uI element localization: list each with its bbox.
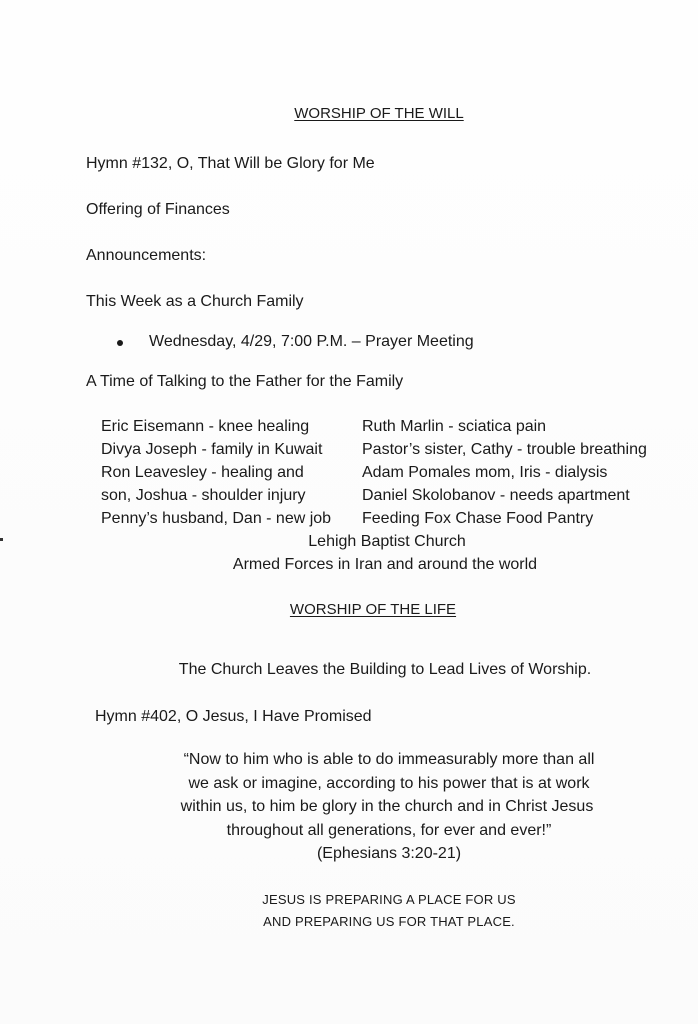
prayer-left-item: Penny’s husband, Dan - new job: [101, 510, 332, 527]
quote-line: within us, to him be glory in the church and in Christ Jesus: [180, 798, 594, 815]
scan-mark: [0, 538, 3, 541]
prayer-right-item: Ruth Marlin - sciatica pain: [362, 418, 547, 435]
announcements-label: Announcements:: [86, 247, 207, 264]
prayer-left-item: Ron Leavesley - healing and: [101, 464, 304, 481]
prayer-right-item: Feeding Fox Chase Food Pantry: [362, 510, 594, 527]
prayer-left-item: Eric Eisemann - knee healing: [101, 418, 310, 435]
scripture-reference: (Ephesians 3:20-21): [316, 845, 462, 862]
quote-line: “Now to him who is able to do immeasurably more than all: [183, 751, 595, 768]
prayer-right-item: Pastor’s sister, Cathy - trouble breathing: [362, 441, 647, 458]
week-title: This Week as a Church Family: [86, 293, 304, 310]
worship-will-heading: WORSHIP OF THE WILL: [294, 105, 464, 122]
prayer-center-item: Armed Forces in Iran and around the world: [232, 556, 538, 573]
quote-line: throughout all generations, for ever and ever!”: [226, 821, 552, 839]
worship-life-heading: WORSHIP OF THE LIFE: [289, 601, 457, 618]
hymn-402: Hymn #402, O Jesus, I Have Promised: [95, 708, 372, 725]
prayer-title: A Time of Talking to the Father for the Family: [86, 373, 404, 390]
hymn-132: Hymn #132, O, That Will be Glory for Me: [86, 155, 375, 172]
prayer-left-item: Divya Joseph - family in Kuwait: [101, 441, 323, 458]
prayer-center-item: Lehigh Baptist Church: [308, 533, 466, 550]
prayer-right-item: Daniel Skolobanov - needs apartment: [362, 487, 630, 504]
quote-line: we ask or imagine, according to his power that is at work: [188, 774, 590, 792]
church-statement: The Church Leaves the Building to Lead Lives of Worship.: [178, 661, 592, 678]
closing-line: JESUS IS PREPARING A PLACE FOR US: [262, 892, 516, 907]
offering-label: Offering of Finances: [86, 201, 230, 218]
prayer-right-item: Adam Pomales mom, Iris - dialysis: [362, 464, 608, 481]
prayer-left-item: son, Joshua - shoulder injury: [101, 487, 306, 504]
event-item: Wednesday, 4/29, 7:00 P.M. – Prayer Meeting: [149, 333, 474, 350]
scripture-quote: [0, 748, 698, 866]
bullet-icon: [117, 340, 123, 346]
closing-line: AND PREPARING US FOR THAT PLACE.: [263, 914, 515, 929]
